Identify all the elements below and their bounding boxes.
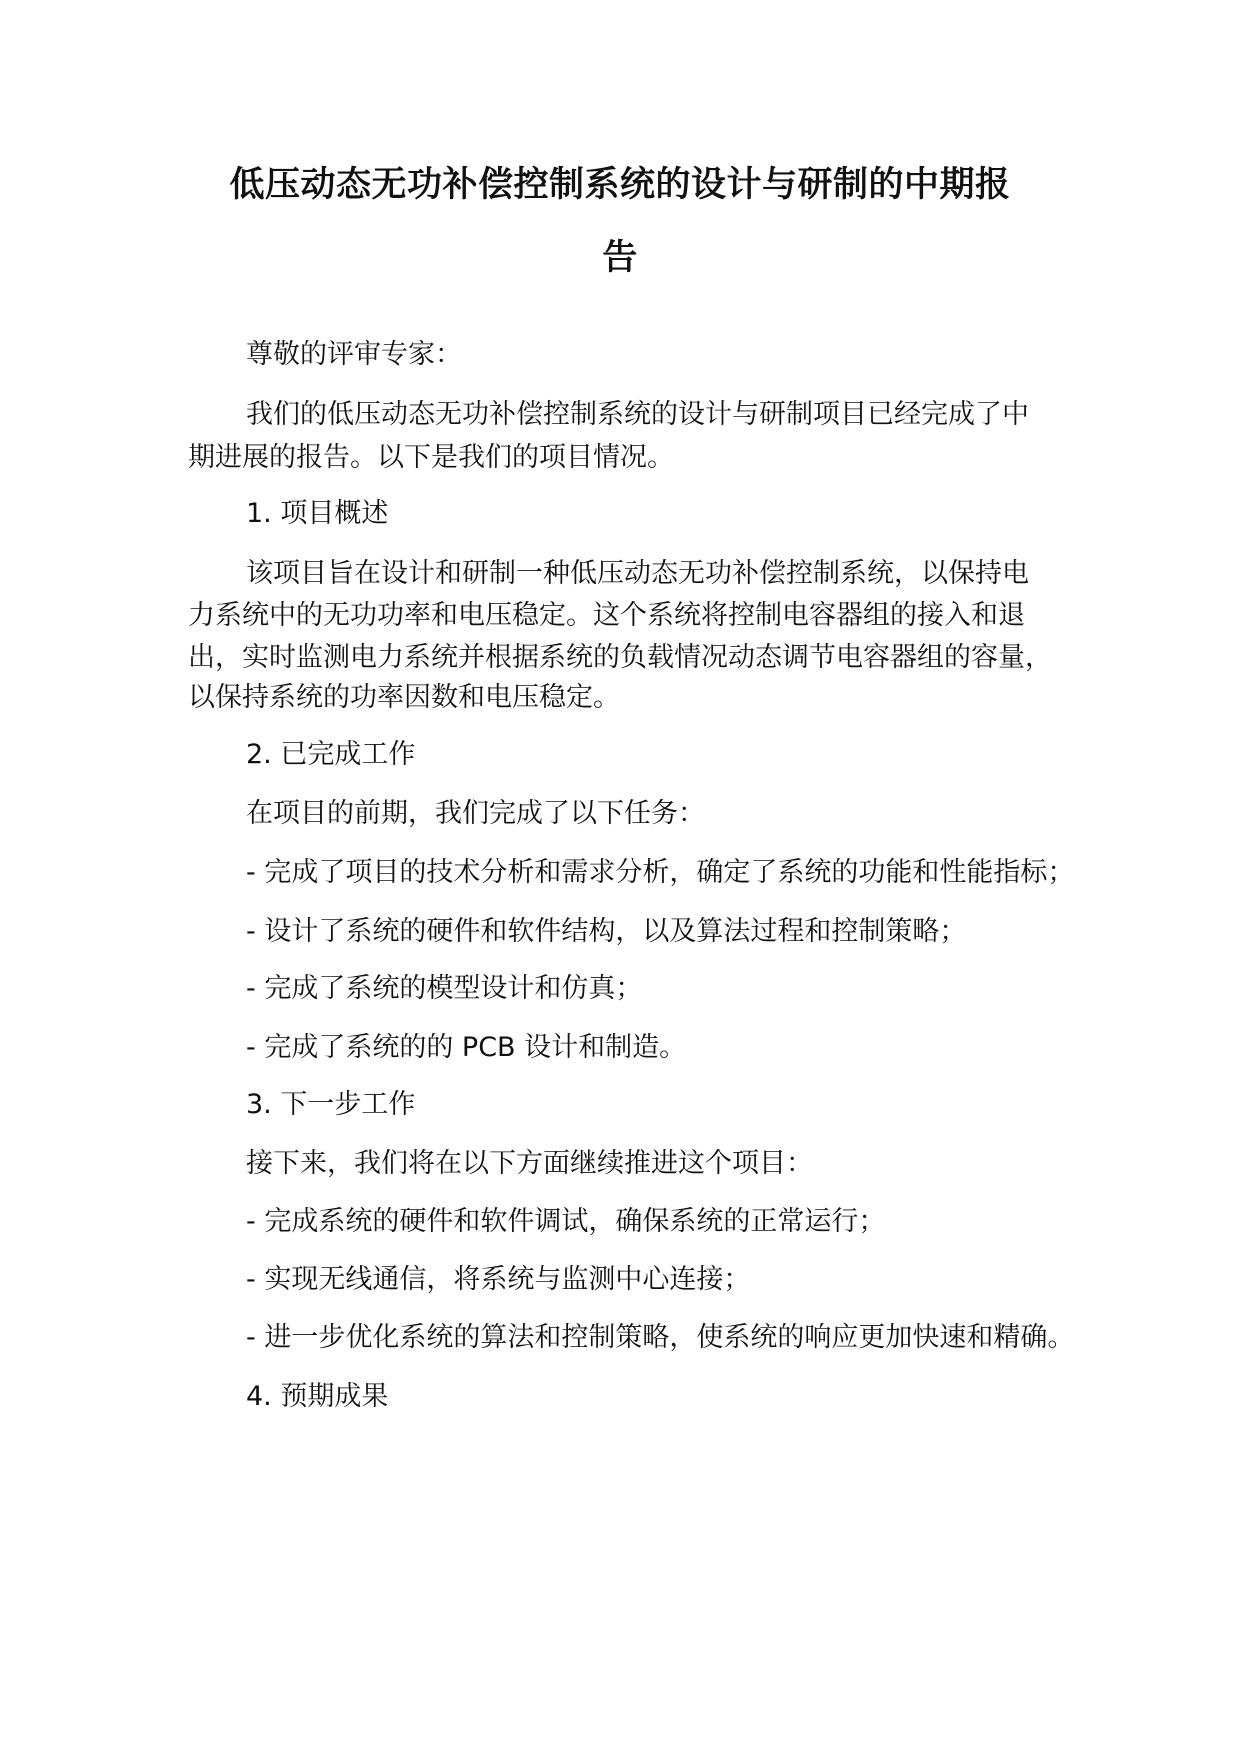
section2-item: - 完成了系统的的 PCB 设计和制造。 xyxy=(246,1032,687,1063)
doc-title-line1: 低压动态无功补偿控制系统的设计与研制的中期报 xyxy=(229,165,1011,205)
section2-item: - 完成了系统的模型设计和仿真； xyxy=(246,973,643,1004)
section2-item: - 完成了项目的技术分析和需求分析，确定了系统的功能和性能指标； xyxy=(246,857,1075,888)
section1-line-4: 以保持系统的功率因数和电压稳定。 xyxy=(188,682,620,713)
doc-title-line2: 告 xyxy=(602,238,638,278)
section1-line-3: 出，实时监测电力系统并根据系统的负载情况动态调节电容器组的容量， xyxy=(188,642,1052,673)
section1-line-2: 力系统中的无功功率和电压稳定。这个系统将控制电容器组的接入和退 xyxy=(188,600,1025,631)
section3-intro: 接下来，我们将在以下方面继续推进这个项目： xyxy=(246,1148,813,1179)
section3-item: - 进一步优化系统的算法和控制策略，使系统的响应更加快速和精确。 xyxy=(246,1322,1075,1353)
intro-line-1: 我们的低压动态无功补偿控制系统的设计与研制项目已经完成了中 xyxy=(246,399,1029,430)
salutation: 尊敬的评审专家： xyxy=(246,339,462,370)
section4-heading: 4. 预期成果 xyxy=(246,1381,389,1412)
section3-item: - 完成系统的硬件和软件调试，确保系统的正常运行； xyxy=(246,1206,886,1237)
section2-heading: 2. 已完成工作 xyxy=(246,739,416,770)
section3-item: - 实现无线通信，将系统与监测中心连接； xyxy=(246,1264,751,1295)
section3-heading: 3. 下一步工作 xyxy=(246,1089,416,1120)
section1-heading: 1. 项目概述 xyxy=(246,498,389,529)
section2-item: - 设计了系统的硬件和软件结构，以及算法过程和控制策略； xyxy=(246,916,967,947)
intro-line-2: 期进展的报告。以下是我们的项目情况。 xyxy=(188,442,674,473)
section1-line-1: 该项目旨在设计和研制一种低压动态无功补偿控制系统，以保持电 xyxy=(246,558,1029,589)
section2-intro: 在项目的前期，我们完成了以下任务： xyxy=(246,798,705,829)
